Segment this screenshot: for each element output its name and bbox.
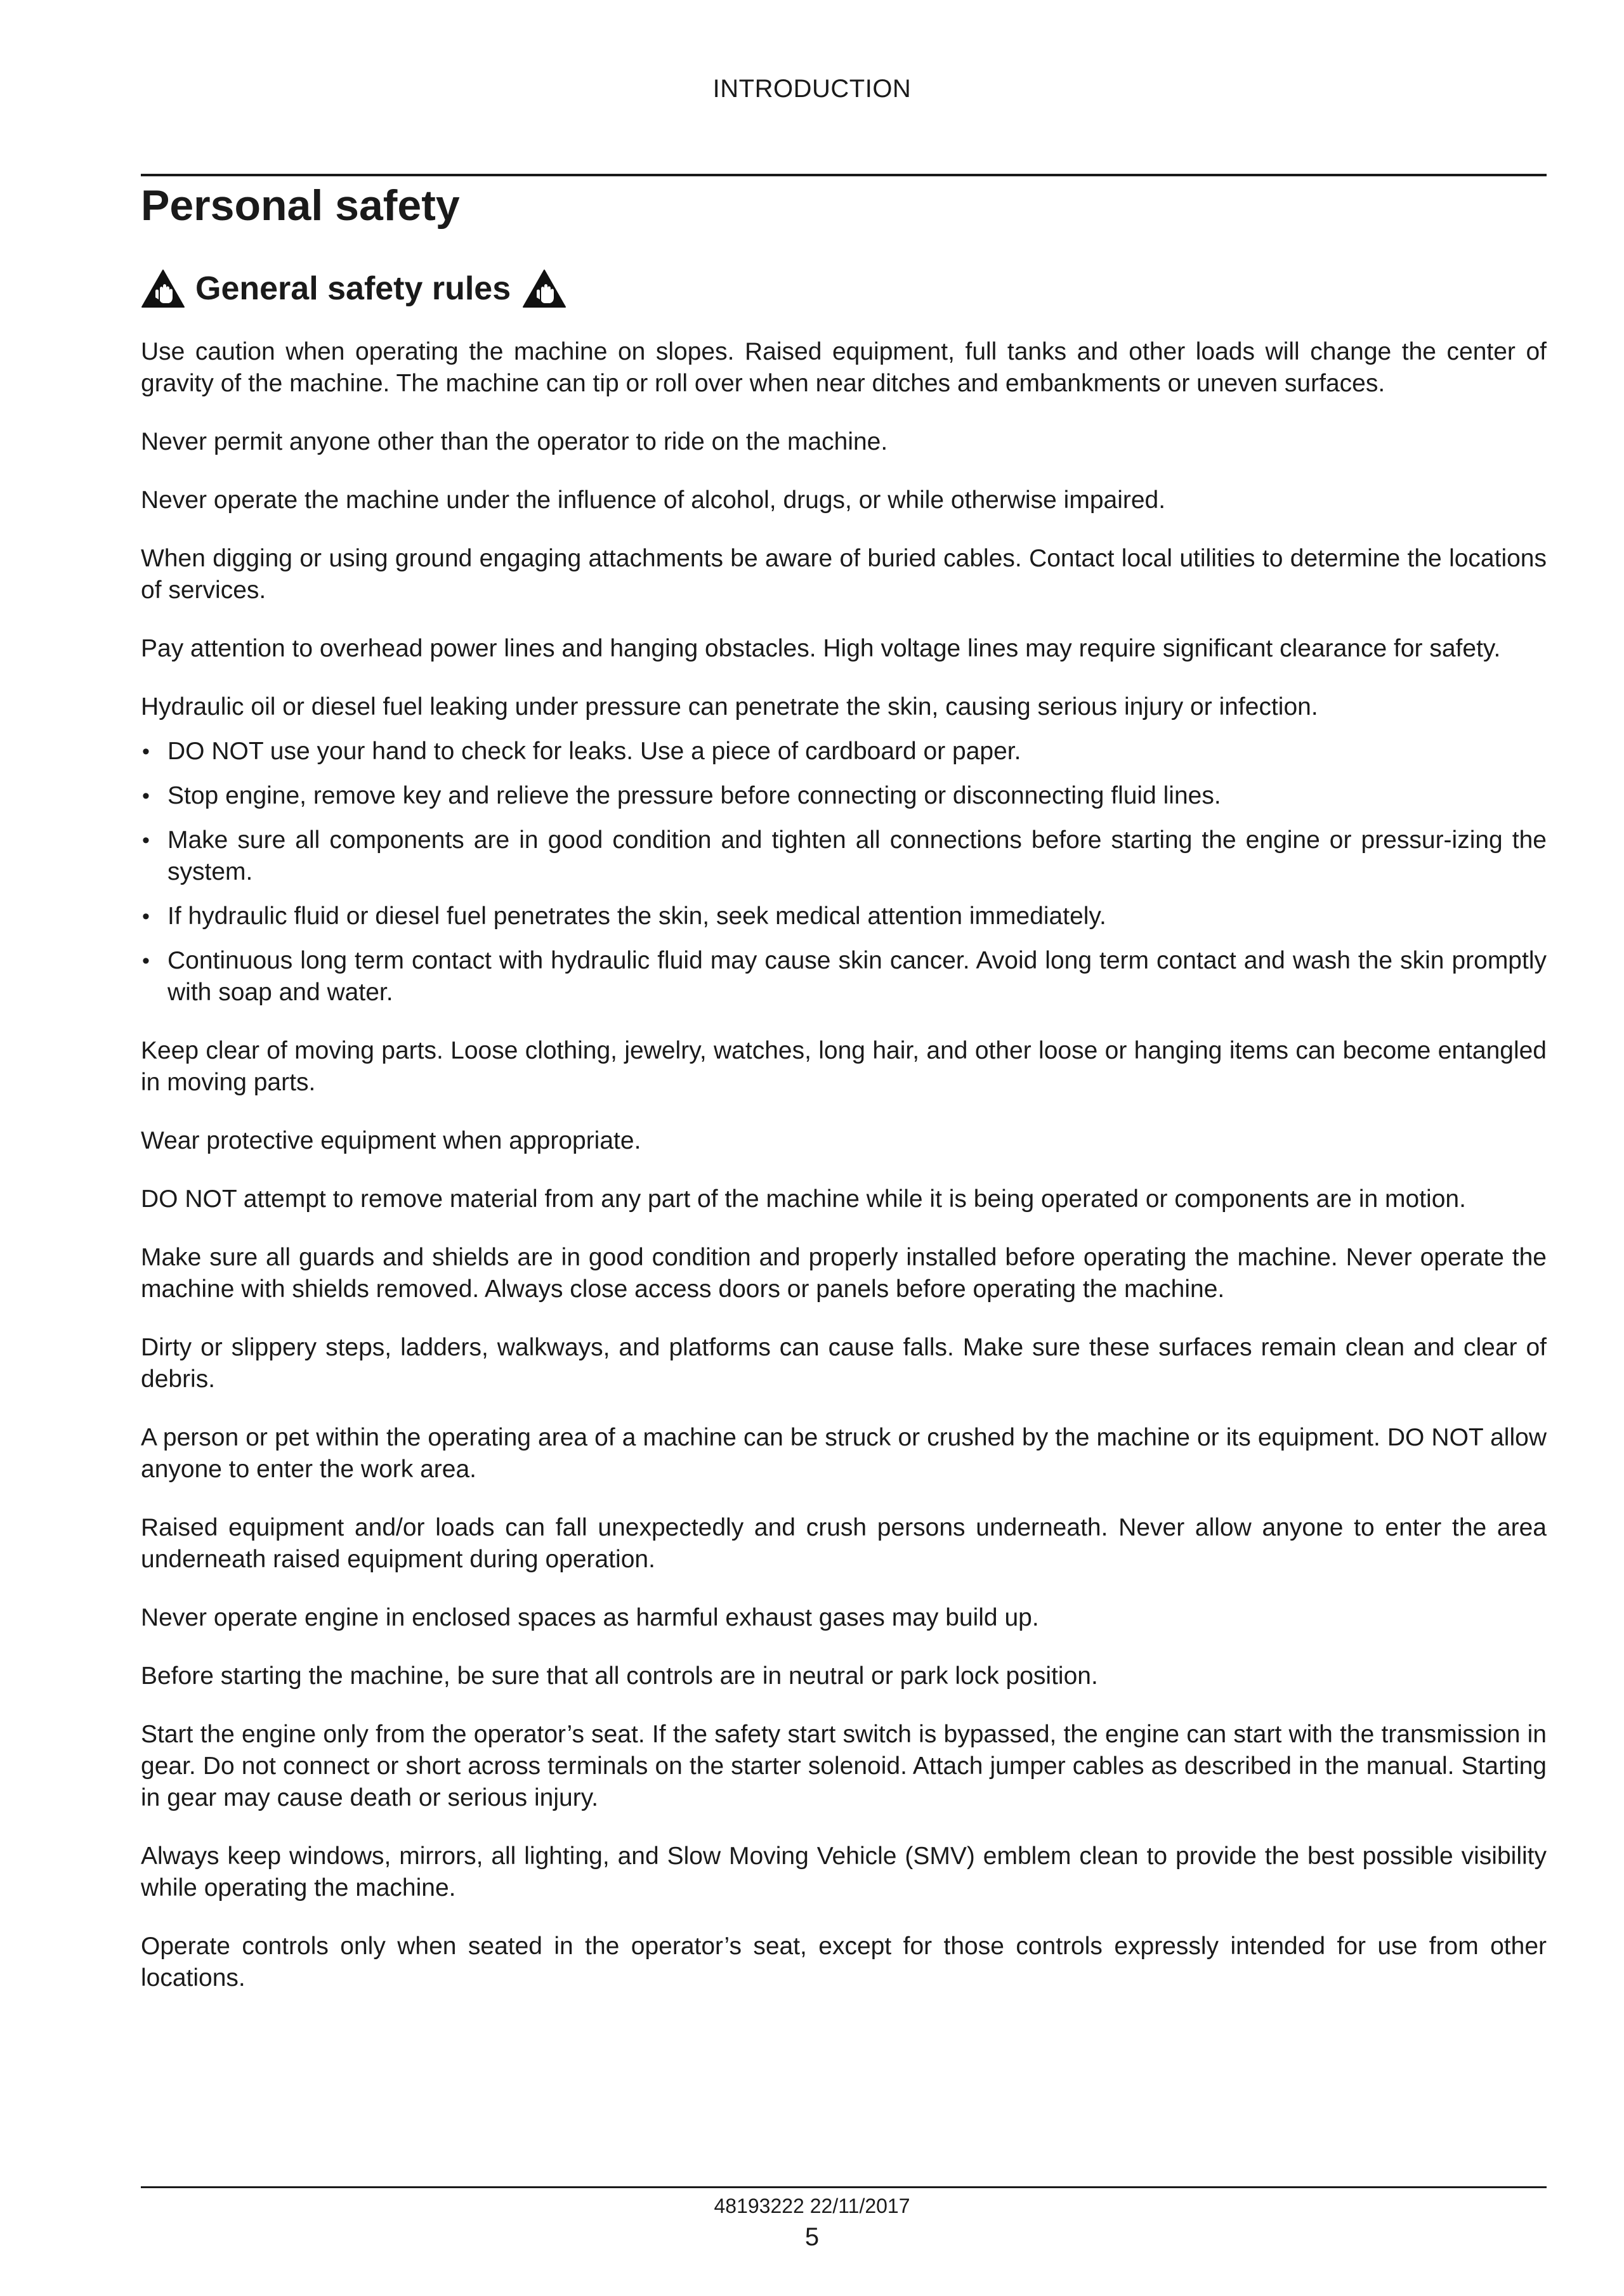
bullet-list bbox=[141, 736, 1547, 1008]
paragraph: Pay attention to overhead power lines and hanging obstacles. High voltage lines may require significant clearance for safety. bbox=[141, 635, 1501, 662]
page-title: Personal safety bbox=[141, 181, 460, 230]
paragraph: Start the engine only from the operator’s seat. If the safety start switch is bypassed, the engine can start with the transmission in gear. Do not connect or short across terminals on the starter solenoid. Attach jumper cables as described in the manual. Starting in gear may cause death or serious injury. bbox=[141, 1721, 1547, 1811]
warning-triangle-hand-icon bbox=[141, 269, 185, 308]
warning-triangle-hand-icon bbox=[522, 269, 566, 308]
paragraph: Never permit anyone other than the operator to ride on the machine. bbox=[141, 428, 888, 455]
section-heading-label: General safety rules bbox=[195, 270, 511, 307]
paragraph: Make sure all guards and shields are in good condition and properly installed before operating the machine. Never operate the machine with shields removed. Always close access doors or panels before operating the machine. bbox=[141, 1244, 1547, 1303]
header-rule bbox=[141, 174, 1547, 176]
list-item: • Make sure all components are in good condition and tighten all connections before starting the engine or pressur-izing the system. bbox=[141, 825, 1547, 888]
list-item: • If hydraulic fluid or diesel fuel penetrates the skin, seek medical attention immediately. bbox=[141, 901, 1547, 932]
paragraph: A person or pet within the operating area of a machine can be struck or crushed by the machine or its equipment. DO NOT allow anyone to enter the work area. bbox=[141, 1424, 1547, 1483]
paragraph: Before starting the machine, be sure that all controls are in neutral or park lock position. bbox=[141, 1662, 1098, 1690]
page-number: 5 bbox=[804, 2223, 820, 2251]
footer-rule bbox=[141, 2186, 1547, 2188]
body-text bbox=[141, 336, 1547, 2021]
paragraph: Dirty or slippery steps, ladders, walkways, and platforms can cause falls. Make sure these surfaces remain clean and clear of debris. bbox=[141, 1334, 1547, 1393]
paragraph: Operate controls only when seated in the operator’s seat, except for those controls expressly intended for use from other locations. bbox=[141, 1933, 1547, 1992]
paragraph: Keep clear of moving parts. Loose clothing, jewelry, watches, long hair, and other loose or hanging items can become entangled in moving parts. bbox=[141, 1037, 1547, 1096]
paragraph: Always keep windows, mirrors, all lighting, and Slow Moving Vehicle (SMV) emblem clean to provide the best possible visibility while operating the machine. bbox=[141, 1843, 1547, 1901]
list-item: • Continuous long term contact with hydraulic fluid may cause skin cancer. Avoid long term contact and wash the skin promptly with soap and water. bbox=[141, 945, 1547, 1008]
list-item: • DO NOT use your hand to check for leaks. Use a piece of cardboard or paper. bbox=[141, 736, 1547, 767]
paragraph: Raised equipment and/or loads can fall unexpectedly and crush persons underneath. Never allow anyone to enter the area underneath raised equipment during operation. bbox=[141, 1514, 1547, 1573]
paragraph: Never operate the machine under the influence of alcohol, drugs, or while otherwise impaired. bbox=[141, 486, 1166, 514]
paragraph: Use caution when operating the machine on slopes. Raised equipment, full tanks and other loads will change the center of gravity of the machine. The machine can tip or roll over when near ditches and embankments or uneven surfaces. bbox=[141, 338, 1547, 397]
section-heading bbox=[141, 264, 566, 313]
footer-doc-reference: 48193222 22/11/2017 bbox=[714, 2195, 910, 2217]
paragraph: DO NOT attempt to remove material from any part of the machine while it is being operated or components are in motion. bbox=[141, 1185, 1466, 1213]
paragraph: When digging or using ground engaging attachments be aware of buried cables. Contact local utilities to determine the locations of services. bbox=[141, 545, 1547, 604]
paragraph: Hydraulic oil or diesel fuel leaking under pressure can penetrate the skin, causing serious injury or infection. bbox=[141, 693, 1318, 721]
paragraph: Never operate engine in enclosed spaces as harmful exhaust gases may build up. bbox=[141, 1604, 1039, 1631]
list-item: • Stop engine, remove key and relieve the pressure before connecting or disconnecting fluid lines. bbox=[141, 780, 1547, 812]
running-header: INTRODUCTION bbox=[712, 75, 912, 103]
paragraph: Wear protective equipment when appropriate. bbox=[141, 1127, 641, 1154]
